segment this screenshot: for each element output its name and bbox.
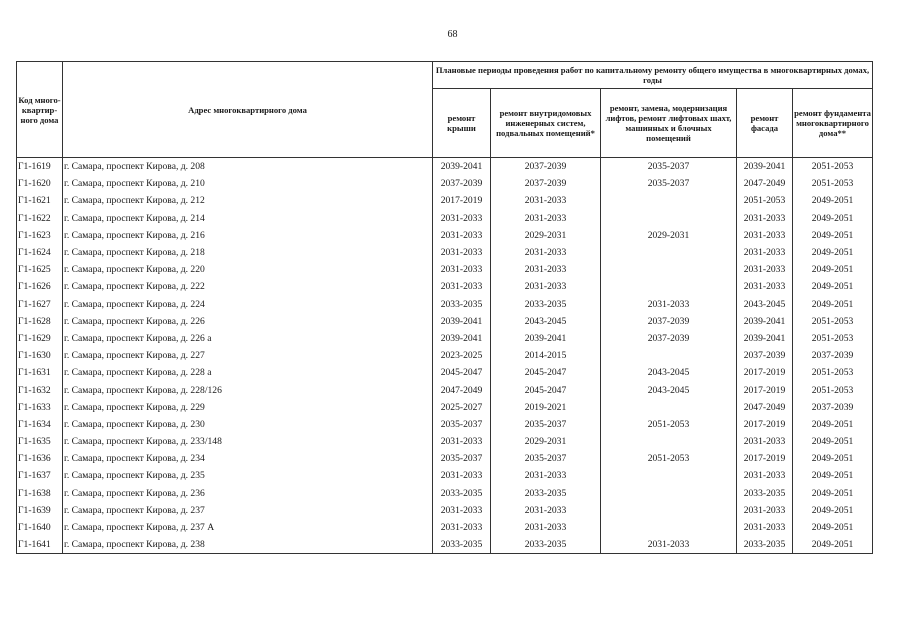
cell-systems: 2037-2039 — [491, 175, 601, 192]
cell-roof: 2033-2035 — [433, 296, 491, 313]
cell-address: г. Самара, проспект Кирова, д. 226 — [63, 313, 433, 330]
cell-address: г. Самара, проспект Кирова, д. 237 А — [63, 519, 433, 536]
cell-lifts — [601, 210, 737, 227]
cell-code: Г1-1621 — [17, 192, 63, 209]
cell-facade: 2039-2041 — [737, 330, 793, 347]
cell-lifts — [601, 244, 737, 261]
cell-lifts: 2051-2053 — [601, 416, 737, 433]
cell-address: г. Самара, проспект Кирова, д. 235 — [63, 467, 433, 484]
cell-lifts — [601, 261, 737, 278]
cell-address: г. Самара, проспект Кирова, д. 237 — [63, 502, 433, 519]
cell-roof: 2035-2037 — [433, 416, 491, 433]
table-row — [17, 296, 873, 313]
table-row — [17, 210, 873, 227]
table-row — [17, 502, 873, 519]
cell-code: Г1-1625 — [17, 261, 63, 278]
cell-foundation: 2037-2039 — [793, 347, 873, 364]
cell-systems: 2033-2035 — [491, 485, 601, 502]
header-code: Код много-квартир-ного дома — [17, 62, 63, 158]
cell-foundation: 2049-2051 — [793, 210, 873, 227]
cell-systems: 2019-2021 — [491, 399, 601, 416]
table-row — [17, 519, 873, 536]
cell-code: Г1-1639 — [17, 502, 63, 519]
cell-foundation: 2051-2053 — [793, 381, 873, 398]
cell-roof: 2031-2033 — [433, 467, 491, 484]
cell-address: г. Самара, проспект Кирова, д. 229 — [63, 399, 433, 416]
cell-lifts — [601, 502, 737, 519]
cell-code: Г1-1638 — [17, 485, 63, 502]
cell-lifts: 2043-2045 — [601, 364, 737, 381]
cell-roof: 2039-2041 — [433, 330, 491, 347]
cell-foundation: 2049-2051 — [793, 278, 873, 295]
cell-address: г. Самара, проспект Кирова, д. 234 — [63, 450, 433, 467]
cell-foundation: 2051-2053 — [793, 158, 873, 176]
table-row — [17, 381, 873, 398]
cell-lifts — [601, 519, 737, 536]
cell-foundation: 2049-2051 — [793, 536, 873, 554]
cell-foundation: 2051-2053 — [793, 364, 873, 381]
cell-lifts: 2037-2039 — [601, 313, 737, 330]
cell-code: Г1-1633 — [17, 399, 63, 416]
cell-foundation: 2049-2051 — [793, 502, 873, 519]
cell-facade: 2031-2033 — [737, 244, 793, 261]
cell-facade: 2047-2049 — [737, 175, 793, 192]
cell-address: г. Самара, проспект Кирова, д. 228 а — [63, 364, 433, 381]
cell-address: г. Самара, проспект Кирова, д. 230 — [63, 416, 433, 433]
cell-lifts — [601, 485, 737, 502]
cell-facade: 2039-2041 — [737, 313, 793, 330]
cell-code: Г1-1629 — [17, 330, 63, 347]
cell-roof: 2035-2037 — [433, 450, 491, 467]
cell-code: Г1-1637 — [17, 467, 63, 484]
cell-facade: 2039-2041 — [737, 158, 793, 176]
cell-code: Г1-1619 — [17, 158, 63, 176]
cell-facade: 2017-2019 — [737, 381, 793, 398]
cell-address: г. Самара, проспект Кирова, д. 218 — [63, 244, 433, 261]
cell-roof: 2023-2025 — [433, 347, 491, 364]
cell-code: Г1-1620 — [17, 175, 63, 192]
cell-code: Г1-1622 — [17, 210, 63, 227]
cell-systems: 2033-2035 — [491, 536, 601, 554]
cell-roof: 2031-2033 — [433, 210, 491, 227]
cell-systems: 2031-2033 — [491, 502, 601, 519]
cell-code: Г1-1626 — [17, 278, 63, 295]
table-row — [17, 416, 873, 433]
cell-facade: 2051-2053 — [737, 192, 793, 209]
table-row — [17, 313, 873, 330]
table-row — [17, 244, 873, 261]
cell-systems: 2031-2033 — [491, 244, 601, 261]
cell-roof: 2037-2039 — [433, 175, 491, 192]
cell-lifts: 2029-2031 — [601, 227, 737, 244]
cell-roof: 2017-2019 — [433, 192, 491, 209]
cell-lifts: 2035-2037 — [601, 158, 737, 176]
cell-systems: 2031-2033 — [491, 278, 601, 295]
cell-foundation: 2051-2053 — [793, 175, 873, 192]
cell-facade: 2031-2033 — [737, 278, 793, 295]
cell-roof: 2031-2033 — [433, 261, 491, 278]
cell-foundation: 2049-2051 — [793, 519, 873, 536]
cell-facade: 2017-2019 — [737, 416, 793, 433]
cell-facade: 2031-2033 — [737, 502, 793, 519]
cell-foundation: 2049-2051 — [793, 416, 873, 433]
header-systems: ремонт внутридомовых инженерных систем, подвальных помещений* — [491, 89, 601, 158]
cell-systems: 2043-2045 — [491, 313, 601, 330]
cell-systems: 2031-2033 — [491, 519, 601, 536]
cell-systems: 2039-2041 — [491, 330, 601, 347]
cell-facade: 2031-2033 — [737, 467, 793, 484]
table-row — [17, 192, 873, 209]
header-address: Адрес многоквартирного дома — [63, 62, 433, 158]
cell-facade: 2033-2035 — [737, 485, 793, 502]
cell-code: Г1-1628 — [17, 313, 63, 330]
cell-roof: 2045-2047 — [433, 364, 491, 381]
cell-address: г. Самара, проспект Кирова, д. 216 — [63, 227, 433, 244]
cell-facade: 2031-2033 — [737, 210, 793, 227]
cell-facade: 2047-2049 — [737, 399, 793, 416]
cell-code: Г1-1627 — [17, 296, 63, 313]
header-facade: ремонт фасада — [737, 89, 793, 158]
cell-lifts: 2035-2037 — [601, 175, 737, 192]
cell-roof: 2047-2049 — [433, 381, 491, 398]
cell-systems: 2031-2033 — [491, 467, 601, 484]
cell-address: г. Самара, проспект Кирова, д. 208 — [63, 158, 433, 176]
cell-systems: 2045-2047 — [491, 364, 601, 381]
cell-foundation: 2049-2051 — [793, 433, 873, 450]
table-row — [17, 175, 873, 192]
cell-code: Г1-1632 — [17, 381, 63, 398]
cell-systems: 2031-2033 — [491, 210, 601, 227]
cell-systems: 2014-2015 — [491, 347, 601, 364]
header-group: Плановые периоды проведения работ по капитальному ремонту общего имущества в многоквартирных домах, годы — [433, 62, 873, 89]
table-row — [17, 450, 873, 467]
cell-facade: 2031-2033 — [737, 433, 793, 450]
cell-roof: 2039-2041 — [433, 313, 491, 330]
table-row — [17, 261, 873, 278]
page-number: 68 — [447, 29, 458, 40]
cell-roof: 2031-2033 — [433, 502, 491, 519]
cell-roof: 2031-2033 — [433, 227, 491, 244]
cell-systems: 2031-2033 — [491, 261, 601, 278]
cell-address: г. Самара, проспект Кирова, д. 226 а — [63, 330, 433, 347]
cell-code: Г1-1634 — [17, 416, 63, 433]
table-row — [17, 227, 873, 244]
cell-code: Г1-1635 — [17, 433, 63, 450]
cell-address: г. Самара, проспект Кирова, д. 210 — [63, 175, 433, 192]
cell-code: Г1-1641 — [17, 536, 63, 554]
cell-lifts — [601, 399, 737, 416]
table-row — [17, 158, 873, 176]
cell-roof: 2031-2033 — [433, 244, 491, 261]
cell-code: Г1-1623 — [17, 227, 63, 244]
cell-code: Г1-1631 — [17, 364, 63, 381]
cell-foundation: 2051-2053 — [793, 313, 873, 330]
cell-roof: 2025-2027 — [433, 399, 491, 416]
table-row — [17, 536, 873, 554]
cell-lifts: 2031-2033 — [601, 536, 737, 554]
cell-facade: 2031-2033 — [737, 261, 793, 278]
cell-facade: 2017-2019 — [737, 450, 793, 467]
cell-systems: 2031-2033 — [491, 192, 601, 209]
cell-roof: 2031-2033 — [433, 278, 491, 295]
cell-lifts: 2051-2053 — [601, 450, 737, 467]
cell-address: г. Самара, проспект Кирова, д. 220 — [63, 261, 433, 278]
cell-systems: 2035-2037 — [491, 450, 601, 467]
cell-roof: 2033-2035 — [433, 485, 491, 502]
cell-code: Г1-1624 — [17, 244, 63, 261]
cell-systems: 2037-2039 — [491, 158, 601, 176]
cell-address: г. Самара, проспект Кирова, д. 224 — [63, 296, 433, 313]
cell-lifts — [601, 433, 737, 450]
cell-systems: 2029-2031 — [491, 433, 601, 450]
cell-roof: 2039-2041 — [433, 158, 491, 176]
cell-lifts — [601, 278, 737, 295]
cell-foundation: 2049-2051 — [793, 450, 873, 467]
header-foundation: ремонт фундамента многоквартирного дома** — [793, 89, 873, 158]
cell-foundation: 2049-2051 — [793, 296, 873, 313]
cell-facade: 2037-2039 — [737, 347, 793, 364]
cell-facade: 2031-2033 — [737, 519, 793, 536]
cell-foundation: 2049-2051 — [793, 244, 873, 261]
cell-foundation: 2049-2051 — [793, 485, 873, 502]
cell-address: г. Самара, проспект Кирова, д. 233/148 — [63, 433, 433, 450]
header-roof: ремонт крыши — [433, 89, 491, 158]
cell-facade: 2033-2035 — [737, 536, 793, 554]
cell-systems: 2035-2037 — [491, 416, 601, 433]
cell-lifts: 2043-2045 — [601, 381, 737, 398]
cell-foundation: 2037-2039 — [793, 399, 873, 416]
cell-facade: 2043-2045 — [737, 296, 793, 313]
cell-address: г. Самара, проспект Кирова, д. 227 — [63, 347, 433, 364]
cell-roof: 2033-2035 — [433, 536, 491, 554]
cell-foundation: 2049-2051 — [793, 467, 873, 484]
cell-foundation: 2049-2051 — [793, 192, 873, 209]
cell-address: г. Самара, проспект Кирова, д. 228/126 — [63, 381, 433, 398]
cell-systems: 2045-2047 — [491, 381, 601, 398]
table-row — [17, 278, 873, 295]
cell-address: г. Самара, проспект Кирова, д. 238 — [63, 536, 433, 554]
cell-lifts — [601, 192, 737, 209]
cell-facade: 2017-2019 — [737, 364, 793, 381]
cell-facade: 2031-2033 — [737, 227, 793, 244]
table-row — [17, 330, 873, 347]
cell-address: г. Самара, проспект Кирова, д. 222 — [63, 278, 433, 295]
table-row — [17, 364, 873, 381]
table-row — [17, 399, 873, 416]
cell-roof: 2031-2033 — [433, 519, 491, 536]
cell-code: Г1-1640 — [17, 519, 63, 536]
table-row — [17, 485, 873, 502]
cell-lifts: 2037-2039 — [601, 330, 737, 347]
cell-code: Г1-1630 — [17, 347, 63, 364]
cell-address: г. Самара, проспект Кирова, д. 212 — [63, 192, 433, 209]
cell-foundation: 2051-2053 — [793, 330, 873, 347]
cell-lifts — [601, 467, 737, 484]
cell-lifts — [601, 347, 737, 364]
cell-address: г. Самара, проспект Кирова, д. 236 — [63, 485, 433, 502]
cell-roof: 2031-2033 — [433, 433, 491, 450]
cell-address: г. Самара, проспект Кирова, д. 214 — [63, 210, 433, 227]
table-row — [17, 433, 873, 450]
cell-code: Г1-1636 — [17, 450, 63, 467]
table-row — [17, 347, 873, 364]
cell-foundation: 2049-2051 — [793, 227, 873, 244]
cell-systems: 2033-2035 — [491, 296, 601, 313]
capital-repair-table — [16, 61, 873, 554]
header-lifts: ремонт, замена, модернизация лифтов, ремонт лифтовых шахт, машинных и блочных помещений — [601, 89, 737, 158]
cell-foundation: 2049-2051 — [793, 261, 873, 278]
table-row — [17, 467, 873, 484]
cell-systems: 2029-2031 — [491, 227, 601, 244]
cell-lifts: 2031-2033 — [601, 296, 737, 313]
